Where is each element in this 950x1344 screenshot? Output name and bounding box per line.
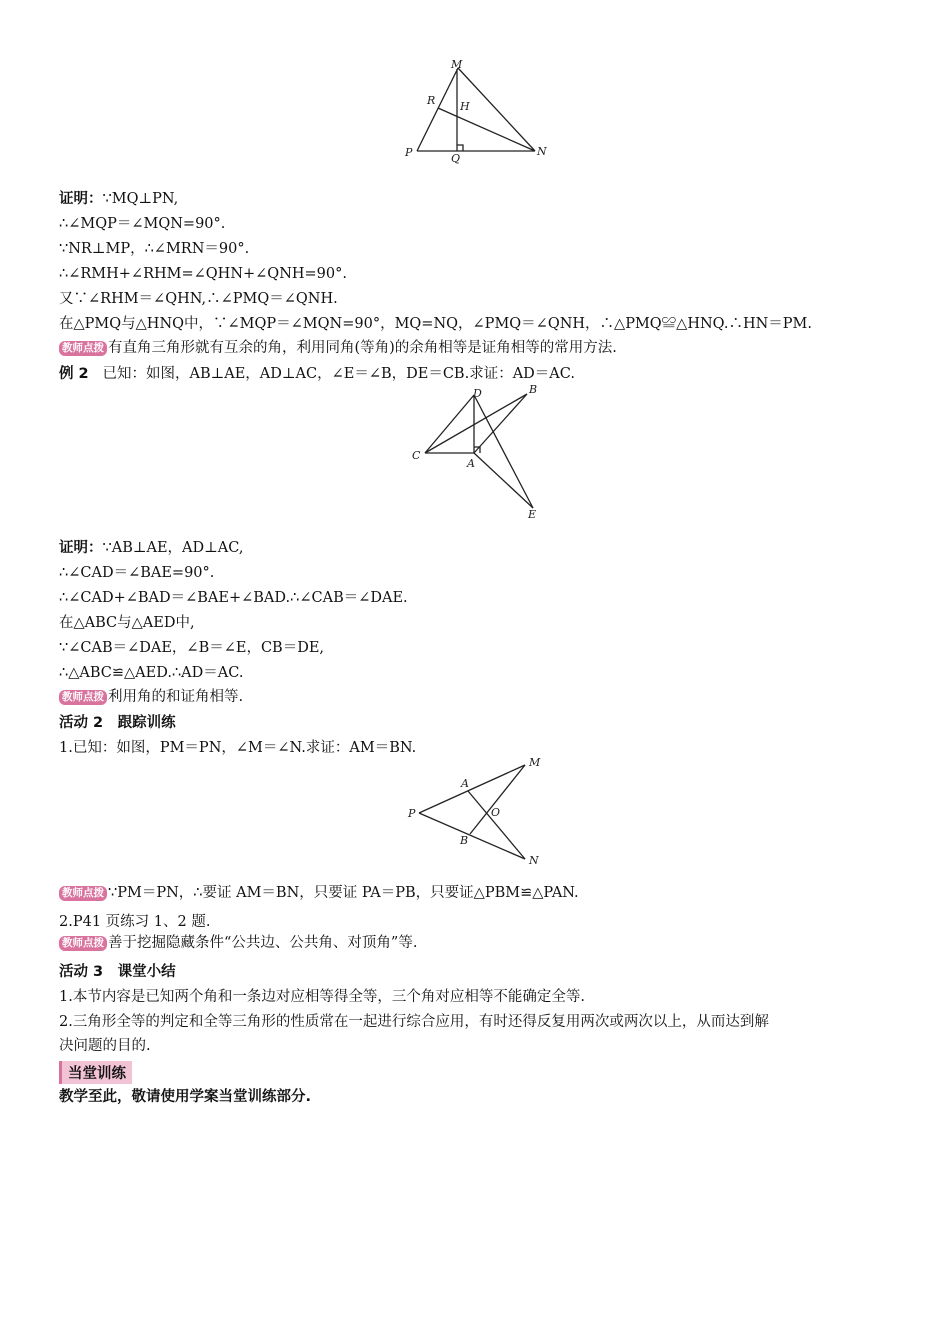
proof2-line4: 在△ABC与△AED中, [59,615,195,631]
classroom-training-text: 教学至此，敬请使用学案当堂训练部分. [59,1089,312,1105]
example2-statement: 例 2 已知：如图，AB⊥AE，AD⊥AC，∠E＝∠B，DE＝CB.求证：AD＝AC. [59,366,575,382]
label-a: A [461,777,469,790]
activity3-point1: 1.本节内容是已知两个角和一条边对应相等得全等，三个角对应相等不能确定全等. [59,989,585,1005]
label-n: N [537,145,547,158]
proof1-line3: ∵NR⊥MP，∴∠MRN＝90°. [59,241,250,257]
label-d: D [473,387,482,400]
label-h: H [460,100,470,113]
label-b: B [529,383,538,396]
figure-quadrilateral-pmn [400,752,550,870]
proof2-line2: ∴∠CAD＝∠BAE=90°. [59,565,215,581]
teacher-tip-badge: 教师点拨 [59,341,107,356]
proof2-line1: 证明：∵AB⊥AE，AD⊥AC, [59,540,244,556]
label-o: O [491,806,501,819]
proof2-tip: 教师点拨 利用角的和证角相等. [59,688,243,706]
proof2-line3: ∴∠CAD+∠BAD＝∠BAE+∠BAD.∴∠CAB＝∠DAE. [59,590,408,606]
label-r: R [427,94,436,107]
proof1-line6: 在△PMQ与△HNQ中，∵∠MQP＝∠MQN=90°，MQ=NQ，∠PMQ＝∠QNH，∴△PMQ≌△HNQ.∴HN＝PM. [59,316,812,332]
proof1-tip: 教师点拨 有直角三角形就有互余的角，利用同角(等角)的余角相等是证角相等的常用方法. [59,339,617,357]
activity2-question1: 1.已知：如图，PM＝PN，∠M＝∠N.求证：AM＝BN. [59,740,417,756]
figure-triangles-abc-aed [405,380,555,525]
label-a: A [467,457,475,470]
label-m: M [529,756,541,769]
proof2-line5: ∵∠CAB＝∠DAE，∠B＝∠E，CB＝DE, [59,640,325,656]
teacher-tip-badge: 教师点拨 [59,886,107,901]
figure-triangle-mpn [395,55,555,170]
teacher-tip-badge: 教师点拨 [59,936,107,951]
teacher-tip-badge: 教师点拨 [59,690,107,705]
proof1-line5: 又∵∠RHM＝∠QHN,∴∠PMQ＝∠QNH. [59,291,338,307]
label-n: N [529,854,539,867]
classroom-training-heading: 当堂训练 [59,1061,132,1084]
activity2-tip2: 教师点拨 善于挖掘隐藏条件“公共边、公共角、对顶角”等. [59,934,417,952]
activity3-title: 活动 3 课堂小结 [59,964,176,980]
proof2-line6: ∴△ABC≌△AED.∴AD＝AC. [59,665,244,681]
label-p: P [408,807,416,820]
label-b: B [460,834,469,847]
label-c: C [412,449,421,462]
activity2-title: 活动 2 跟踪训练 [59,715,176,731]
proof1-line2: ∴∠MQP＝∠MQN=90°. [59,216,226,232]
activity2-question2: 2.P41 页练习 1、2 题. [59,914,211,930]
label-m: M [451,58,463,71]
activity2-tip1: 教师点拨 ∵PM＝PN，∴要证 AM＝BN，只要证 PA＝PB，只要证△PBM≌△PAN. [59,884,579,902]
activity3-point2b: 决问题的目的. [59,1038,151,1054]
activity3-point2a: 2.三角形全等的判定和全等三角形的性质常在一起进行综合应用，有时还得反复用两次或两次以上，从而达到解 [59,1014,769,1030]
proof1-line4: ∴∠RMH+∠RHM=∠QHN+∠QNH=90°. [59,266,347,282]
label-p: P [405,146,413,159]
label-e: E [528,508,537,521]
label-q: Q [451,152,461,165]
proof1-line1: 证明：∵MQ⊥PN, [59,191,179,207]
